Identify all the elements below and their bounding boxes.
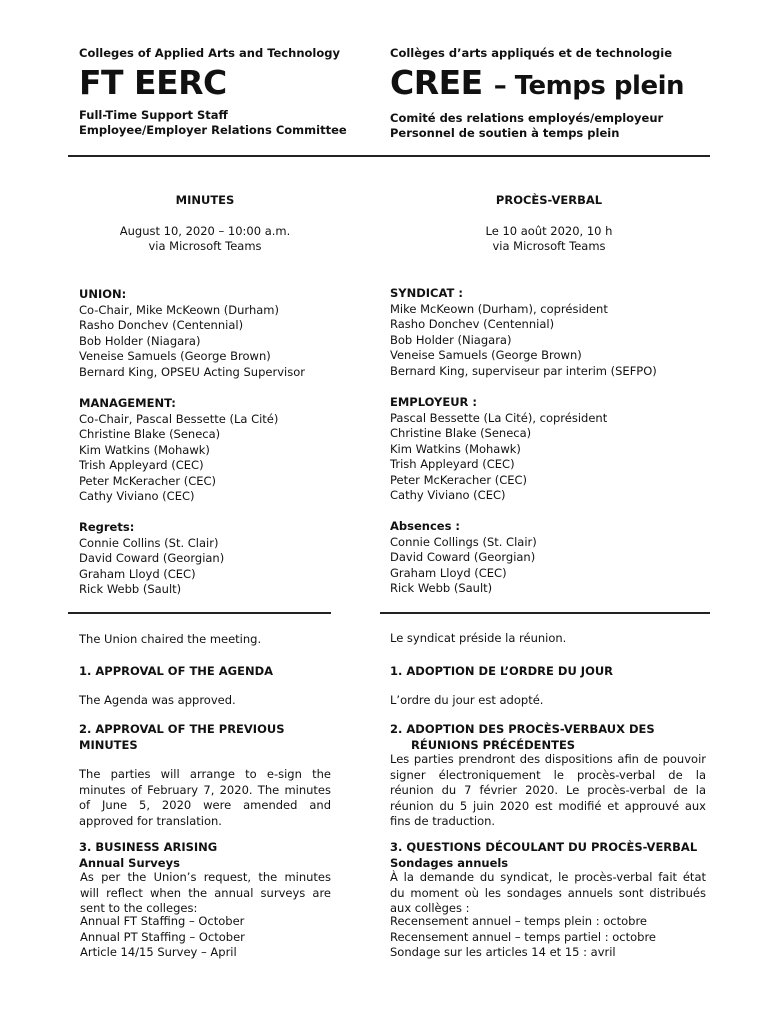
regrets-en-heading: Regrets: bbox=[79, 520, 135, 534]
header-en-org: Colleges of Applied Arts and Technology bbox=[79, 46, 340, 60]
meeting-fr-via: via Microsoft Teams bbox=[492, 239, 606, 253]
section3-fr-subtitle: Sondages annuels bbox=[390, 855, 509, 870]
list-item: Graham Lloyd (CEC) bbox=[390, 565, 507, 580]
list-item: Co-Chair, Pascal Bessette (La Cité) bbox=[79, 411, 279, 426]
list-item: Connie Collings (St. Clair) bbox=[390, 534, 537, 549]
chair-en: The Union chaired the meeting. bbox=[79, 632, 262, 646]
section3-fr-title: 3. QUESTIONS DÉCOULANT DU PROCÈS-VERBAL bbox=[390, 840, 698, 854]
list-item: Cathy Viviano (CEC) bbox=[79, 489, 195, 503]
meeting-en-title: MINUTES bbox=[175, 193, 235, 207]
list-item: Pascal Bessette (La Cité), coprésident bbox=[390, 410, 608, 425]
list-item: Annual FT Staffing – October bbox=[80, 914, 245, 928]
header-en bbox=[79, 46, 369, 139]
header-en-line2: Employee/Employer Relations Committee bbox=[79, 123, 347, 137]
meeting-fr-date: Le 10 août 2020, 10 h bbox=[485, 223, 613, 238]
list-item: Rasho Donchev (Centennial) bbox=[390, 317, 555, 331]
meeting-en-date: August 10, 2020 – 10:00 a.m. bbox=[119, 223, 291, 238]
list-item: Peter McKeracher (CEC) bbox=[79, 473, 217, 488]
regrets-fr-heading: Absences : bbox=[390, 519, 461, 533]
list-item: Sondage sur les articles 14 et 15 : avril bbox=[390, 945, 616, 959]
list-item: Bob Holder (Niagara) bbox=[79, 333, 201, 348]
list-item: David Coward (Georgian) bbox=[390, 550, 536, 564]
header-fr-acronym bbox=[390, 62, 708, 104]
meeting-en bbox=[79, 193, 331, 255]
list-item: Cathy Viviano (CEC) bbox=[390, 488, 506, 502]
regrets-en bbox=[79, 520, 369, 598]
union-fr bbox=[390, 286, 708, 379]
list-item: Annual PT Staffing – October bbox=[80, 929, 245, 944]
header-en-acronym: FT EERC bbox=[79, 62, 227, 102]
meeting-fr-title: PROCÈS-VERBAL bbox=[495, 193, 603, 207]
divider-right bbox=[380, 612, 710, 614]
list-item: Trish Appleyard (CEC) bbox=[79, 458, 204, 472]
section3-en-subtitle: Annual Surveys bbox=[79, 855, 180, 870]
section2-fr-title-line1: 2. ADOPTION DES PROCÈS-VERBAUX DES bbox=[390, 722, 655, 736]
list-item: Connie Collins (St. Clair) bbox=[79, 535, 219, 550]
chair-fr: Le syndicat préside la réunion. bbox=[390, 631, 567, 645]
header-fr-acronym-suffix: – Temps plein bbox=[493, 70, 684, 101]
list-item: Christine Blake (Seneca) bbox=[390, 426, 532, 440]
header-divider bbox=[68, 155, 710, 157]
section2-en-text: The parties will arrange to e-sign the minutes of February 7, 2020. The minutes of June 5, 2020 were amended and approved for translation. bbox=[79, 767, 331, 828]
list-item: Bob Holder (Niagara) bbox=[390, 332, 512, 347]
list-item: Kim Watkins (Mohawk) bbox=[79, 442, 210, 457]
section3-en-title: 3. BUSINESS ARISING bbox=[79, 840, 218, 854]
list-item: Rick Webb (Sault) bbox=[390, 581, 493, 595]
list-item: Recensement annuel – temps plein : octobre bbox=[390, 914, 648, 928]
list-item: Article 14/15 Survey – April bbox=[80, 945, 237, 959]
union-en-heading: UNION: bbox=[79, 287, 127, 301]
list-item: Christine Blake (Seneca) bbox=[79, 427, 221, 441]
section2-fr-title-line2: RÉUNIONS PRÉCÉDENTES bbox=[411, 737, 576, 752]
union-fr-heading: SYNDICAT : bbox=[390, 286, 463, 300]
list-item: Trish Appleyard (CEC) bbox=[390, 457, 515, 471]
list-item: Rasho Donchev (Centennial) bbox=[79, 318, 244, 332]
section3-fr-list bbox=[390, 914, 708, 961]
list-item: Bernard King, superviseur par interim (SEFPO) bbox=[390, 363, 657, 378]
section1-fr-title: 1. ADOPTION DE L’ORDRE DU JOUR bbox=[390, 664, 614, 678]
section2-en-title-line1: 2. APPROVAL OF THE PREVIOUS bbox=[79, 722, 285, 736]
divider-left bbox=[68, 612, 331, 614]
header-fr-acronym-main: CREE bbox=[390, 62, 483, 102]
section2-fr-title bbox=[390, 722, 708, 753]
list-item: Veneise Samuels (George Brown) bbox=[390, 348, 582, 362]
meeting-en-via: via Microsoft Teams bbox=[148, 239, 262, 253]
list-item: Co-Chair, Mike McKeown (Durham) bbox=[79, 302, 279, 317]
list-item: David Coward (Georgian) bbox=[79, 551, 225, 565]
section3-fr-text: À la demande du syndicat, le procès-verbal fait état du moment où les sondages annuels sont distribués aux collèges : bbox=[390, 870, 706, 915]
list-item: Kim Watkins (Mohawk) bbox=[390, 441, 521, 456]
header-fr-line2: Personnel de soutien à temps plein bbox=[390, 126, 620, 140]
section2-en-title-line2: MINUTES bbox=[79, 737, 138, 752]
section1-fr-text: L’ordre du jour est adopté. bbox=[390, 693, 544, 707]
list-item: Veneise Samuels (George Brown) bbox=[79, 349, 271, 363]
list-item: Bernard King, OPSEU Acting Supervisor bbox=[79, 364, 305, 379]
section1-en-text: The Agenda was approved. bbox=[79, 693, 236, 707]
meeting-fr bbox=[390, 193, 708, 255]
section1-en-title: 1. APPROVAL OF THE AGENDA bbox=[79, 664, 274, 678]
regrets-fr bbox=[390, 519, 708, 597]
section2-fr-text: Les parties prendront des dispositions afin de pouvoir signer électroniquement le procès-verbal de la réunion du 7 février 2020. Le procès-verbal de la réunion du 5 juin 2020 est modifié et approuvé aux fins de traduction. bbox=[390, 752, 706, 828]
section3-fr bbox=[390, 840, 708, 871]
header-en-line1: Full-Time Support Staff bbox=[79, 107, 228, 122]
union-en bbox=[79, 287, 369, 380]
list-item: Rick Webb (Sault) bbox=[79, 582, 182, 596]
list-item: Peter McKeracher (CEC) bbox=[390, 472, 528, 487]
management-en bbox=[79, 396, 369, 505]
section3-en-text: As per the Union’s request, the minutes will reflect when the annual surveys are sent to the colleges: bbox=[80, 870, 331, 915]
section3-en-list bbox=[80, 914, 335, 961]
list-item: Recensement annuel – temps partiel : octobre bbox=[390, 929, 656, 944]
list-item: Mike McKeown (Durham), coprésident bbox=[390, 301, 608, 316]
section2-en-title bbox=[79, 722, 369, 753]
header-fr-org: Collèges d’arts appliqués et de technologie bbox=[390, 46, 672, 60]
header-fr bbox=[390, 46, 708, 142]
header-fr-line1: Comité des relations employés/employeur bbox=[390, 110, 664, 125]
management-fr bbox=[390, 395, 708, 504]
list-item: Graham Lloyd (CEC) bbox=[79, 566, 196, 581]
management-en-heading: MANAGEMENT: bbox=[79, 396, 176, 410]
section3-en bbox=[79, 840, 369, 871]
management-fr-heading: EMPLOYEUR : bbox=[390, 395, 477, 409]
